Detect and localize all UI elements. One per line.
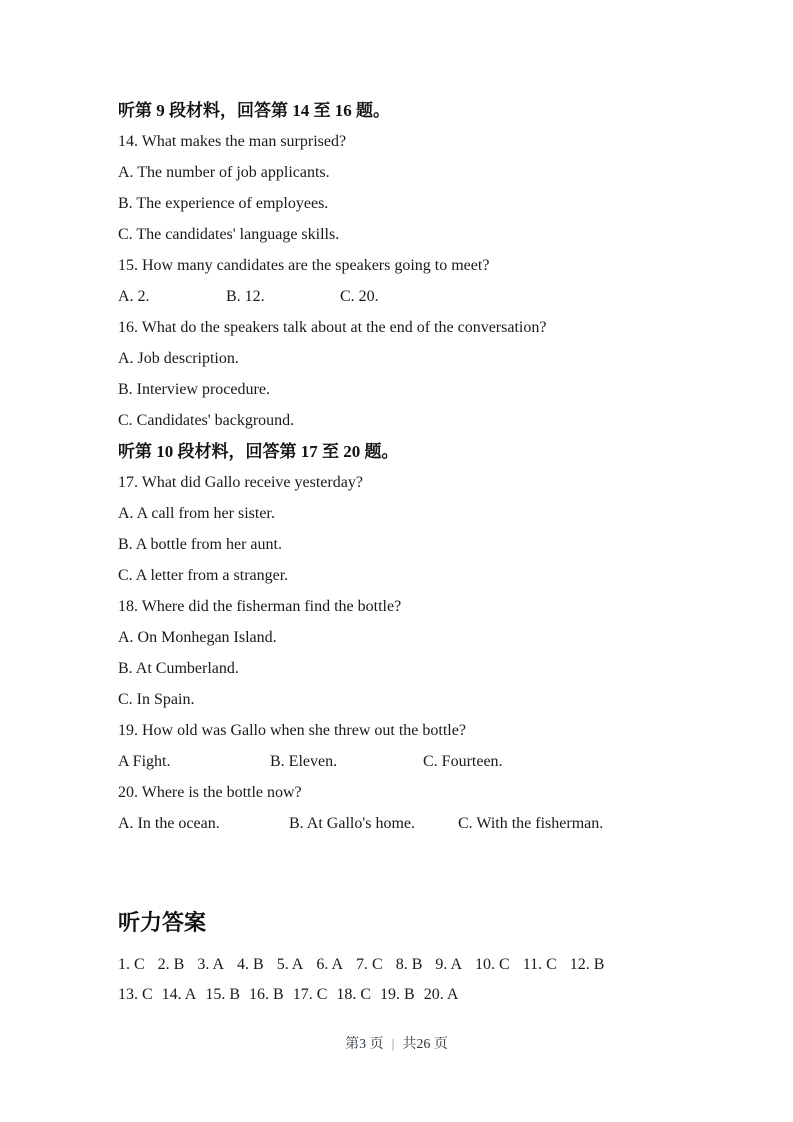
question-16-option-b: B. Interview procedure. [118, 381, 270, 398]
question-20-option-a: A. In the ocean. [118, 815, 220, 832]
answer-q15: 15. B [205, 986, 241, 1003]
answer-q3: 3. A [197, 956, 225, 973]
question-17-text: 17. What did Gallo receive yesterday? [118, 474, 363, 491]
question-15-text: 15. How many candidates are the speakers going to meet? [118, 257, 490, 274]
answer-q20: 20. A [423, 986, 459, 1003]
answer-q2: 2. B [157, 956, 185, 973]
answer-q18: 18. C [336, 986, 372, 1003]
question-19-text: 19. How old was Gallo when she threw out the bottle? [118, 722, 466, 739]
answers-row-1 [118, 956, 738, 973]
answer-q5: 5. A [276, 956, 304, 973]
material-9-heading: 听第 9 段材料，回答第 14 至 16 题。 [118, 101, 390, 120]
footer-page-current: 第3 页 [345, 1037, 384, 1052]
question-15-option-a: A. 2. [118, 288, 150, 305]
answer-q17: 17. C [292, 986, 328, 1003]
question-18-option-c: C. In Spain. [118, 691, 195, 708]
answer-q13: 13. C [118, 986, 153, 1003]
question-19-options [118, 753, 738, 770]
footer-separator: | [391, 1037, 395, 1052]
question-17-option-b: B. A bottle from her aunt. [118, 536, 282, 553]
answers-row-2 [118, 986, 738, 1003]
answers-heading: 听力答案 [118, 910, 207, 935]
answer-q1: 1. C [118, 956, 145, 973]
answer-q12: 12. B [569, 956, 605, 973]
question-16-option-a: A. Job description. [118, 350, 239, 367]
page-footer [0, 1036, 793, 1054]
question-19-option-c: C. Fourteen. [423, 753, 503, 770]
answer-q7: 7. C [356, 956, 383, 973]
question-18-option-b: B. At Cumberland. [118, 660, 239, 677]
answer-q9: 9. A [435, 956, 463, 973]
footer-page-total: 共26 页 [402, 1037, 448, 1052]
question-20-option-b: B. At Gallo's home. [289, 815, 415, 832]
question-14-option-a: A. The number of job applicants. [118, 164, 330, 181]
question-14-option-c: C. The candidates' language skills. [118, 226, 340, 243]
exam-content [118, 102, 738, 1016]
question-15-option-c: C. 20. [340, 288, 379, 305]
answer-q4: 4. B [237, 956, 264, 973]
answer-q10: 10. C [475, 956, 510, 973]
question-16-text: 16. What do the speakers talk about at the end of the conversation? [118, 319, 547, 336]
question-20-option-c: C. With the fisherman. [458, 815, 604, 832]
answer-q16: 16. B [249, 986, 284, 1003]
question-17-option-c: C. A letter from a stranger. [118, 567, 289, 584]
material-10-heading: 听第 10 段材料，回答第 17 至 20 题。 [118, 442, 399, 461]
answer-q14: 14. A [161, 986, 197, 1003]
question-20-text: 20. Where is the bottle now? [118, 784, 302, 801]
answer-q6: 6. A [316, 956, 344, 973]
question-14-option-b: B. The experience of employees. [118, 195, 329, 212]
answer-q19: 19. B [380, 986, 415, 1003]
question-19-option-a: A Fight. [118, 753, 171, 770]
question-15-option-b: B. 12. [226, 288, 265, 305]
question-18-text: 18. Where did the fisherman find the bottle? [118, 598, 402, 615]
question-14-text: 14. What makes the man surprised? [118, 133, 347, 150]
question-17-option-a: A. A call from her sister. [118, 505, 275, 522]
answer-q8: 8. B [395, 956, 423, 973]
question-20-options [118, 815, 738, 832]
question-16-option-c: C. Candidates' background. [118, 412, 295, 429]
answer-q11: 11. C [522, 956, 557, 973]
question-19-option-b: B. Eleven. [270, 753, 338, 770]
question-15-options [118, 288, 738, 305]
question-18-option-a: A. On Monhegan Island. [118, 629, 277, 646]
